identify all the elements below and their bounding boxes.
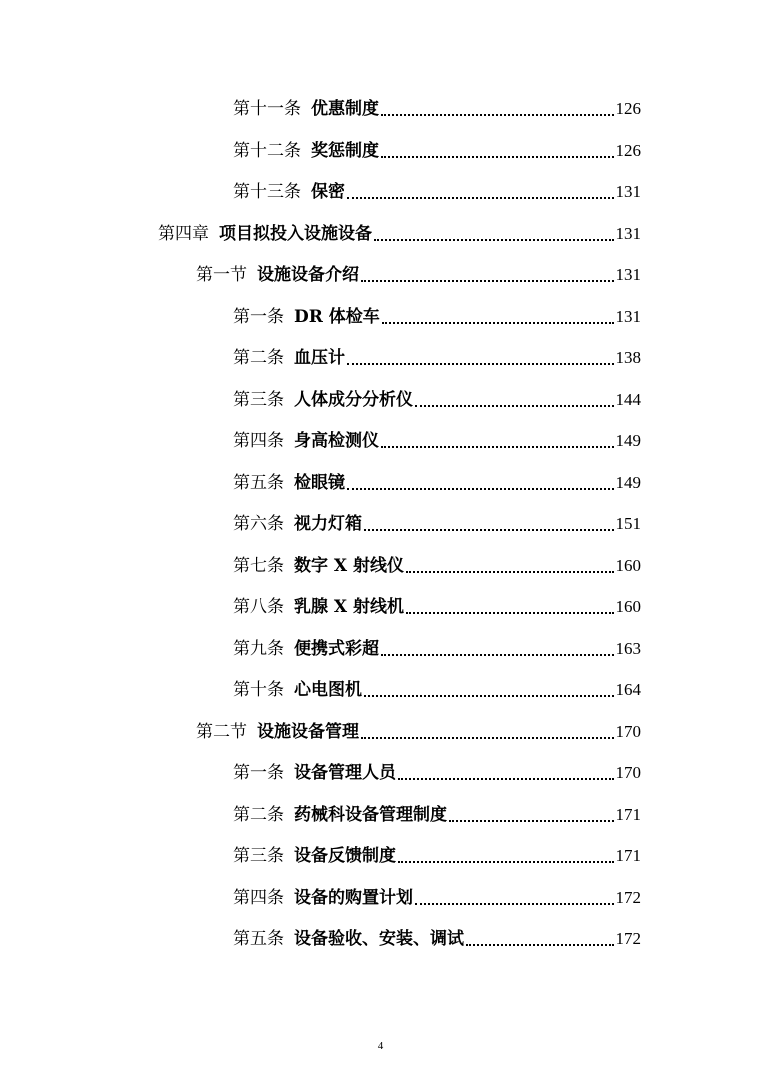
toc-leader-dots <box>415 903 614 905</box>
toc-entry-page: 163 <box>615 639 641 658</box>
toc-entry[interactable] <box>233 471 641 495</box>
toc-leader-dots <box>364 529 614 531</box>
toc-leader-dots <box>406 612 613 614</box>
toc-entry-page: 160 <box>615 556 641 575</box>
toc-entry-page: 160 <box>615 597 641 616</box>
toc-entry-number: 第三条 <box>233 390 284 410</box>
toc-leader-dots <box>347 363 614 365</box>
toc-entry-section[interactable] <box>196 263 641 287</box>
toc-entry[interactable] <box>233 761 641 785</box>
toc-entry-title: 药械科设备管理制度 <box>294 805 447 825</box>
toc-entry-page: 131 <box>615 307 641 326</box>
toc-entry-title: 乳腺 X 射线机 <box>294 597 405 617</box>
toc-leader-dots <box>361 737 614 739</box>
toc-entry-number: 第一条 <box>233 307 284 327</box>
toc-entry-number: 第二节 <box>196 722 247 742</box>
toc-entry[interactable] <box>233 844 641 868</box>
toc-entry-page: 170 <box>615 722 641 741</box>
toc-entry[interactable] <box>233 388 641 412</box>
toc-entry-number: 第六条 <box>233 514 284 534</box>
toc-entry-chapter[interactable] <box>158 222 641 246</box>
toc-leader-dots <box>361 280 614 282</box>
toc-entry-page: 171 <box>615 805 641 824</box>
toc-entry[interactable] <box>233 429 641 453</box>
toc-leader-dots <box>347 488 614 490</box>
toc-entry[interactable] <box>233 637 641 661</box>
toc-entry[interactable] <box>233 595 641 619</box>
toc-entry-page: 170 <box>615 763 641 782</box>
toc-entry-number: 第十条 <box>233 680 284 700</box>
toc-entry-number: 第八条 <box>233 597 284 617</box>
toc-entry-number: 第九条 <box>233 639 284 659</box>
toc-entry-page: 172 <box>615 929 641 948</box>
toc-entry-title: 优惠制度 <box>311 99 379 119</box>
toc-entry[interactable] <box>233 139 641 163</box>
toc-entry-number: 第二条 <box>233 805 284 825</box>
toc-entry[interactable] <box>233 803 641 827</box>
toc-leader-dots <box>415 405 614 407</box>
toc-entry-number: 第七条 <box>233 556 284 576</box>
toc-leader-dots <box>364 695 614 697</box>
toc-entry[interactable] <box>233 927 641 951</box>
toc-entry-number: 第五条 <box>233 929 284 949</box>
toc-entry-page: 164 <box>615 680 641 699</box>
toc-leader-dots <box>381 114 614 116</box>
toc-entry-number: 第四章 <box>158 224 209 244</box>
toc-entry-title: 奖惩制度 <box>311 141 379 161</box>
toc-entry-number: 第四条 <box>233 431 284 451</box>
toc-entry-section[interactable] <box>196 720 641 744</box>
toc-entry-title: 血压计 <box>294 348 345 368</box>
toc-entry-page: 131 <box>615 265 641 284</box>
toc-entry[interactable] <box>233 305 641 329</box>
toc-entry-title: 检眼镜 <box>294 473 345 493</box>
toc-entry-title: 设施设备介绍 <box>257 265 359 285</box>
toc-leader-dots <box>382 322 614 324</box>
toc-entry-number: 第二条 <box>233 348 284 368</box>
toc-entry-number: 第五条 <box>233 473 284 493</box>
toc-leader-dots <box>381 654 614 656</box>
toc-entry-page: 149 <box>615 473 641 492</box>
toc-entry-page: 131 <box>615 224 641 243</box>
toc-leader-dots <box>381 156 614 158</box>
toc-entry-number: 第十三条 <box>233 182 301 202</box>
toc-entry-title: 设备反馈制度 <box>294 846 396 866</box>
toc-entry-page: 149 <box>615 431 641 450</box>
toc-entry-title: DR 体检车 <box>294 307 380 327</box>
toc-leader-dots <box>381 446 614 448</box>
toc-entry-title: 人体成分分析仪 <box>294 390 413 410</box>
toc-leader-dots <box>406 571 613 573</box>
toc-entry-title: 数字 X 射线仪 <box>294 556 405 576</box>
toc-entry-title: 设施设备管理 <box>257 722 359 742</box>
toc-entry-title: 保密 <box>311 182 345 202</box>
toc-entry-number: 第三条 <box>233 846 284 866</box>
toc-entry[interactable] <box>233 512 641 536</box>
toc-entry-title: 视力灯箱 <box>294 514 362 534</box>
toc-entry-page: 126 <box>615 99 641 118</box>
toc-entry-number: 第一节 <box>196 265 247 285</box>
toc-leader-dots <box>466 944 614 946</box>
toc-entry-number: 第十一条 <box>233 99 301 119</box>
toc-entry[interactable] <box>233 886 641 910</box>
toc-entry-page: 151 <box>615 514 641 533</box>
toc-leader-dots <box>374 239 614 241</box>
toc-entry-page: 172 <box>615 888 641 907</box>
toc-entry-page: 131 <box>615 182 641 201</box>
toc-entry-page: 138 <box>615 348 641 367</box>
toc-entry[interactable] <box>233 97 641 121</box>
toc-entry[interactable] <box>233 346 641 370</box>
toc-entry-page: 126 <box>615 141 641 160</box>
toc-leader-dots <box>449 820 614 822</box>
toc-entry-number: 第十二条 <box>233 141 301 161</box>
toc-leader-dots <box>347 197 614 199</box>
toc-entry-title: 设备管理人员 <box>294 763 396 783</box>
toc-entry[interactable] <box>233 180 641 204</box>
toc-entry[interactable] <box>233 554 641 578</box>
toc-entry-title: 心电图机 <box>294 680 362 700</box>
toc-leader-dots <box>398 861 614 863</box>
toc-leader-dots <box>398 778 614 780</box>
toc-entry-page: 171 <box>615 846 641 865</box>
toc-entry-title: 项目拟投入设施设备 <box>219 224 372 244</box>
toc-entry-title: 身高检测仪 <box>294 431 379 451</box>
toc-entry-page: 144 <box>615 390 641 409</box>
toc-entry-title: 设备验收、安装、调试 <box>294 929 464 949</box>
toc-entry-number: 第四条 <box>233 888 284 908</box>
toc-entry-title: 便携式彩超 <box>294 639 379 659</box>
toc-entry-number: 第一条 <box>233 763 284 783</box>
toc-entry[interactable] <box>233 678 641 702</box>
page-number: 4 <box>377 1040 384 1052</box>
toc-entry-title: 设备的购置计划 <box>294 888 413 908</box>
